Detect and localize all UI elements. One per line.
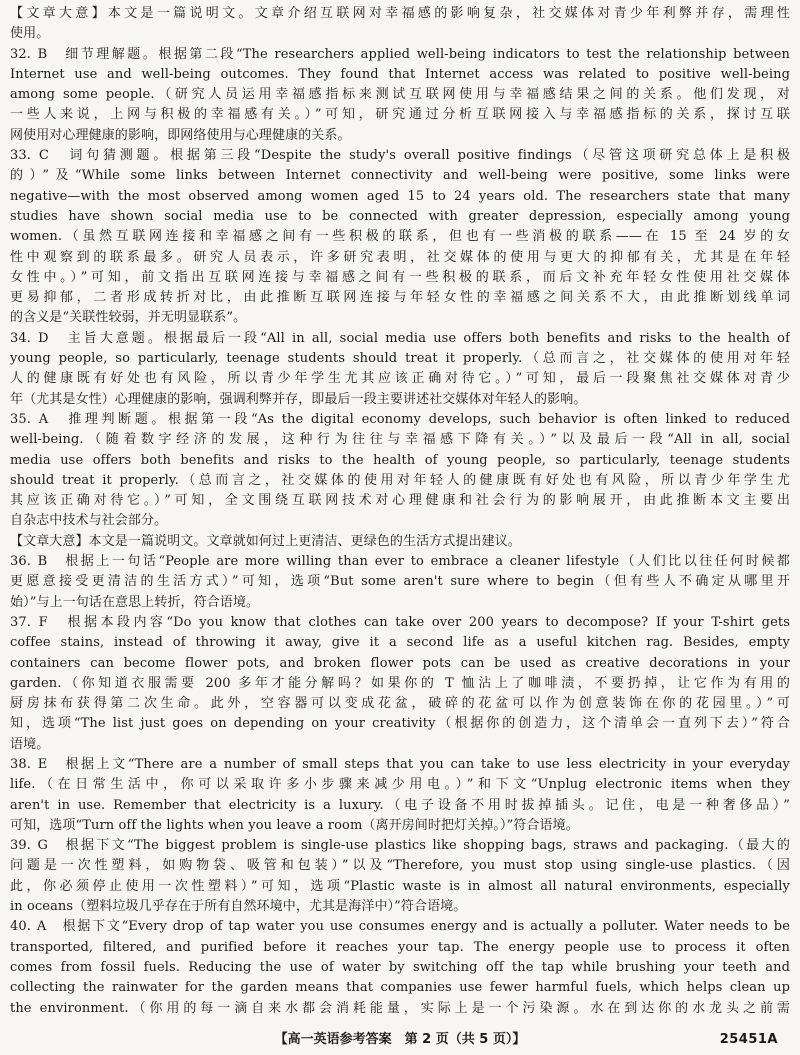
- text-line: well-being.（随着数字经济的发展，这种行为往往与幸福感下降有关。）”以及最后一段“All in all, social: [10, 432, 790, 448]
- text-line: transported, filtered, and purified before it reaches your tap. The energy people use to process it often: [10, 939, 790, 955]
- text-line: 性中观察到的联系最多。研究人员表示，许多研究表明，社交媒体的使用与更大的抑郁有关，尤其是在年轻: [10, 249, 790, 265]
- text-line: 其应该正确对待它。）”可知，全文围绕互联网技术对心理健康和社会行为的影响展开，由此推断本文主要出: [10, 493, 790, 509]
- text-line: 更愿意接受更清洁的生活方式）”可知，选项“But some aren't sure where to begin（但有些人不确定从哪里开: [10, 574, 790, 590]
- text-line: studies have shown social media use to be connected with greater depression, especially among young: [10, 208, 790, 224]
- text-line: 知，选项“The list just goes on depending on your creativity（根据你的创造力，这个清单会一直列下去）”符合: [10, 716, 790, 732]
- text-line: in oceans（塑料垃圾几乎存在于所有自然环境中，尤其是海洋中）”符合语境。: [10, 899, 467, 915]
- text-line: among some people.（研究人员运用幸福感指标来测试互联网使用与幸福感结果之间的关系。他们发现，对: [10, 87, 790, 103]
- text-line: women.（虽然互联网连接和幸福感之间有一些积极的联系，但也有一些消极的联系——在 15 至 24 岁的女: [10, 229, 790, 245]
- text-line: containers can become flower pots, and broken flower pots can be used as creative decorations in your: [10, 655, 790, 671]
- text-line: 32. B 细节理解题。根据第二段“The researchers applied well-being indicators to test the relationship between: [10, 46, 790, 62]
- text-line: 自杂志中技术与社会部分。: [10, 513, 168, 529]
- text-line: 【文章大意】本文是一篇说明文。文章介绍互联网对幸福感的影响复杂，社交媒体对青少年利弊并存，需理性: [10, 6, 790, 21]
- text-line: garden.（你知道衣服需要 200 多年才能分解吗？如果你的 T 恤沾上了咖啡渍，不要扔掉，让它作为有用的: [10, 675, 790, 691]
- footer-code: 25451A: [719, 1032, 778, 1047]
- text-line: 可知，选项“Turn off the lights when you leave a room（离开房间时把灯关掉。）”符合语境。: [10, 817, 579, 833]
- text-line: 39. G 根据下文“The biggest problem is single-use plastics like shopping bags, straws and packaging.（最大的: [10, 838, 790, 854]
- text-line: comes from fossil fuels. Reducing the use of water by switching off the tap while brushing your teeth and: [10, 959, 790, 975]
- text-line: 38. E 根据上文“There are a number of small steps that you can take to use less electricity in your everyday: [10, 756, 790, 772]
- text-line: 一些人来说，上网与积极的幸福感有关。）”可知，研究通过分析互联网接入与幸福感指标的关系，探讨互联: [10, 107, 790, 123]
- footer-title: 【高一英语参考答案 第 2 页（共 5 页）】: [274, 1032, 526, 1047]
- text-line: negative—with the most observed among women aged 15 to 24 years old. The researchers state that many: [10, 188, 790, 204]
- text-line: the environment.（你用的每一滴自来水都会消耗能量，实际上是一个污染源。水在到达你的水龙头之前需: [10, 1000, 790, 1016]
- text-line: 此，你必须停止使用一次性塑料）”可知，选项“Plastic waste is in almost all natural environments, especially: [10, 878, 790, 894]
- text-line: 网使用对心理健康的影响，即网络使用与心理健康的关系。: [10, 127, 351, 143]
- text-line: coffee stains, instead of throwing it away, give it a second life as a useful kitchen rag. Besides, empty: [10, 635, 790, 651]
- text-line: young people, so particularly, teenage students should treat it properly.（总而言之，社交媒体的使用对年轻: [10, 351, 790, 367]
- text-line: 年（尤其是女性）心理健康的影响，强调利弊并存，即最后一段主要讲述社交媒体对年轻人的影响。: [10, 391, 587, 407]
- text-line: 使用。: [10, 26, 50, 42]
- text-line: life.（在日常生活中，你可以采取许多小步骤来减少用电。）”和下文“Unplug electronic items when they: [10, 777, 790, 793]
- text-line: 语境。: [10, 736, 50, 752]
- page-footer: [0, 1030, 800, 1050]
- text-line: 33. C 词句猜测题。根据第三段“Despite the study's overall positive findings（尽管这项研究总体上是积极: [10, 148, 790, 164]
- text-line: 始）”与上一句话在意思上转折，符合语境。: [10, 594, 260, 610]
- text-line: 的含义是“关联性较弱，并无明显联系”。: [10, 310, 247, 326]
- text-line: 【文章大意】本文是一篇说明文。文章就如何过上更清洁、更绿色的生活方式提出建议。: [10, 533, 521, 549]
- text-line: media use offers both benefits and risks to the health of young people, so particularly, teenage students: [10, 452, 790, 468]
- text-line: 人的健康既有好处也有风险，所以青少年学生尤其应该正确对待它。）”可知，最后一段聚焦社交媒体对青少: [10, 371, 790, 387]
- text-line: 40. A 根据下文“Every drop of tap water you use consumes energy and is actually a polluter. Water needs to be: [10, 919, 790, 935]
- text-line: 问题是一次性塑料，如购物袋、吸管和包装）”以及“Therefore, you must stop using single-use plastics.（因: [10, 858, 790, 874]
- text-line: aren't in use. Remember that electricity is a luxury.（电子设备不用时拔掉插头。记住，电是一种奢侈品）”: [10, 797, 790, 813]
- text-line: 37. F 根据本段内容“Do you know that clothes can take over 200 years to decompose? If your T-shirt gets: [10, 614, 790, 630]
- text-line: Internet use and well-being outcomes. They found that Internet access was related to positive well-being: [10, 66, 790, 82]
- text-line: 35. A 推理判断题。根据第一段“As the digital economy develops, such behavior is often linked to reduced: [10, 411, 790, 427]
- text-line: 厨房抹布获得第二次生命。此外，空容器可以变成花盆，破碎的花盆可以作为创意装饰在你的花园里。）”可: [10, 696, 790, 712]
- document-body: [10, 4, 790, 1019]
- text-line: 更易抑郁，二者形成转折对比，由此推断互联网连接与年轻女性的幸福感之间关系不大，由此推断划线单词: [10, 290, 790, 306]
- text-line: 34. D 主旨大意题。根据最后一段“All in all, social media use offers both benefits and risks to the health of: [10, 330, 790, 346]
- text-line: should treat it properly.（总而言之，社交媒体的使用对年轻人的健康既有好处也有风险，所以青少年学生尤: [10, 472, 790, 488]
- text-line: collecting the rainwater for the garden means that companies use fewer harmful fuels, which helps clean up: [10, 980, 790, 996]
- text-line: 女性中。）”可知，前文指出互联网连接与幸福感之间有一些积极的联系，而后文补充年轻女性使用社交媒体: [10, 269, 790, 285]
- text-line: 36. B 根据上一句话“People are more willing than ever to embrace a cleaner lifestyle（人们比以往任何时候都: [10, 554, 790, 570]
- text-line: 的）”及“While some links between Internet connectivity and well-being were positive, some links were: [10, 168, 790, 184]
